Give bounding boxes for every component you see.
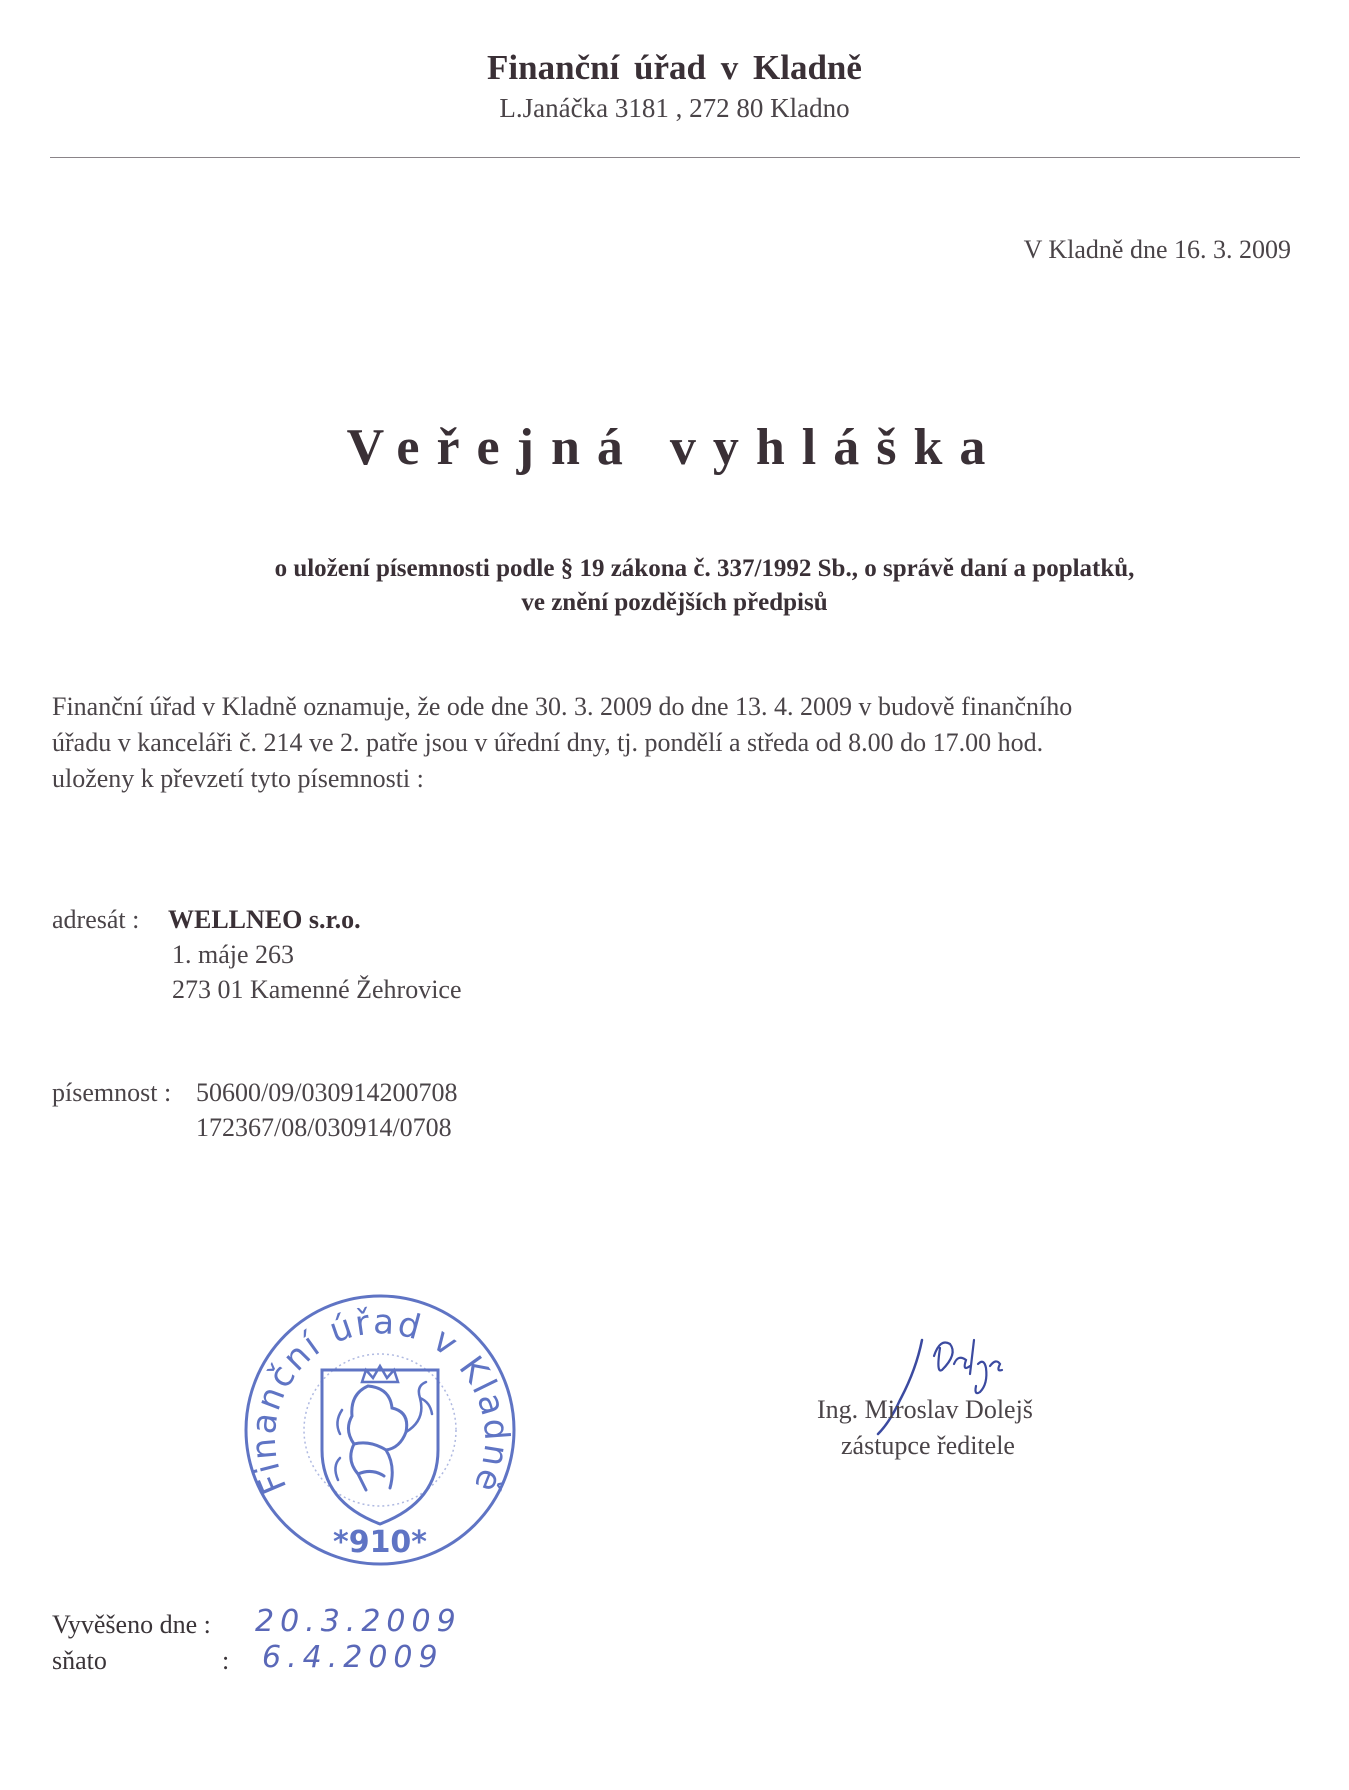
removed-date: 6.4.2009 (262, 1640, 444, 1675)
signer-name: Ing. Miroslav Dolejš (817, 1395, 1033, 1424)
body-line-3: uloženy k převzetí tyto písemnosti : (52, 764, 424, 793)
office-name: Finanční úřad v Kladně (487, 48, 862, 87)
stamp-seal-icon (240, 1290, 520, 1570)
body-line-1: Finanční úřad v Kladně oznamuje, že ode dne 30. 3. 2009 do dne 13. 4. 2009 v budově finančního (52, 692, 1073, 721)
removed-colon: : (222, 1646, 230, 1675)
stamp-ring-text: Finanční úřad v Kladně (243, 1302, 517, 1500)
document-reference: 172367/08/030914/0708 (196, 1113, 452, 1142)
subtitle-line-1: o uložení písemnosti podle § 19 zákona č. 337/1992 Sb., o správě daní a poplatků, (274, 555, 1135, 582)
subtitle-line-2: ve znění pozdějších předpisů (521, 589, 828, 616)
place-and-date: V Kladně dne 16. 3. 2009 (1023, 235, 1291, 264)
addressee-city: 273 01 Kamenné Žehrovice (172, 975, 462, 1004)
document-reference: 50600/09/030914200708 (196, 1078, 458, 1107)
document-label: písemnost : (52, 1078, 172, 1107)
posted-label: Vyvěšeno dne : (52, 1610, 211, 1639)
signature (870, 1330, 1030, 1445)
office-stamp (240, 1290, 520, 1575)
addressee-label: adresát : (52, 905, 140, 934)
office-address: L.Janáčka 3181 , 272 80 Kladno (499, 93, 850, 123)
addressee-street: 1. máje 263 (172, 940, 295, 969)
body-line-2: úřadu v kanceláři č. 214 ve 2. patře jsou v úřední dny, tj. pondělí a středa od 8.00 do 17.00 hod. (52, 728, 1044, 757)
posted-date: 20.3.2009 (255, 1604, 462, 1639)
header-divider (50, 157, 1300, 158)
removed-label: sňato (52, 1646, 107, 1675)
stamp-number: *910* (333, 1525, 427, 1560)
addressee-name: WELLNEO s.r.o. (168, 905, 361, 934)
svg-text:Finanční úřad v Kladně (243, 1302, 516, 1500)
signer-role: zástupce ředitele (841, 1431, 1015, 1460)
document-title: Veřejná vyhláška (346, 419, 1003, 476)
